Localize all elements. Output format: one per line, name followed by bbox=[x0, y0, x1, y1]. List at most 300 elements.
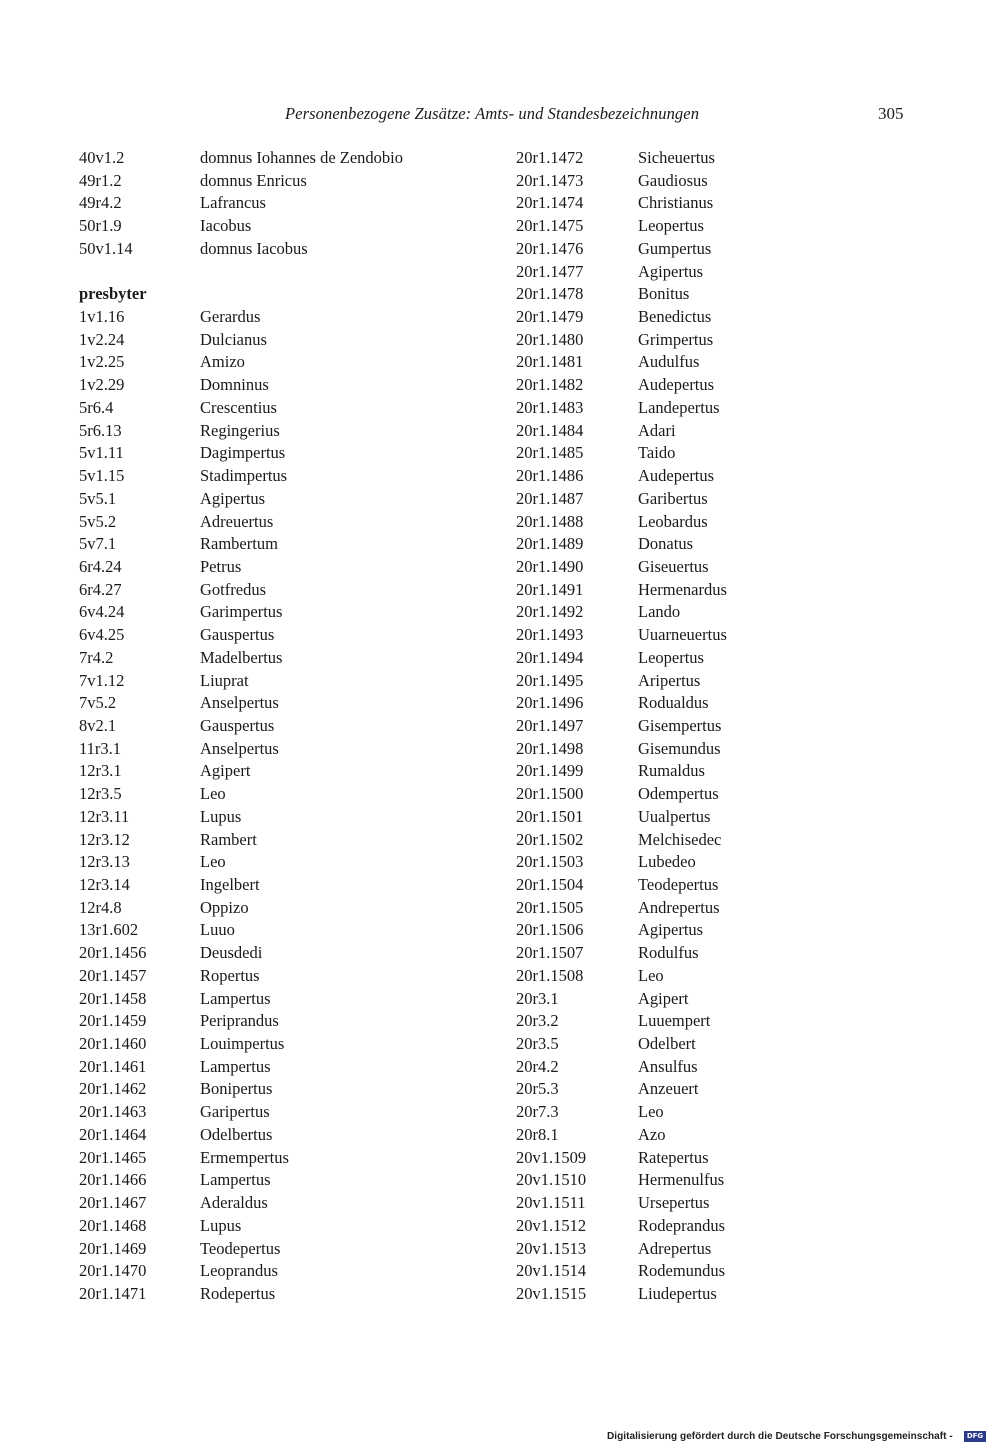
entry-name: Lando bbox=[638, 602, 681, 622]
entry-reference: 20r1.1503 bbox=[516, 852, 584, 872]
entry-name: Agipert bbox=[200, 761, 251, 781]
entry-name: Iacobus bbox=[200, 216, 252, 236]
page-number: 305 bbox=[878, 104, 904, 123]
entry-name: Aderaldus bbox=[200, 1193, 268, 1213]
list-item bbox=[79, 1124, 509, 1147]
entry-reference: 20r1.1456 bbox=[79, 943, 147, 963]
list-item bbox=[516, 897, 936, 920]
entry-name: Luuempert bbox=[638, 1011, 711, 1031]
entry-reference: 20r1.1467 bbox=[79, 1193, 147, 1213]
entry-reference: 20r1.1471 bbox=[79, 1283, 147, 1303]
entry-name: Leoprandus bbox=[200, 1261, 278, 1281]
list-item bbox=[79, 397, 509, 420]
entry-reference: 20r1.1489 bbox=[516, 534, 584, 554]
entry-name: Rambert bbox=[200, 829, 257, 849]
list-item bbox=[79, 579, 509, 602]
entry-name: domnus Iohannes de Zendobio bbox=[200, 148, 404, 167]
entry-reference: 1v1.16 bbox=[79, 307, 125, 327]
entry-reference: 20r1.1482 bbox=[516, 375, 584, 395]
entry-reference: 20r1.1478 bbox=[516, 284, 584, 304]
entry-reference: 50r1.9 bbox=[79, 216, 122, 236]
entry-reference: 12r3.11 bbox=[79, 806, 130, 826]
entry-reference: 20r3.1 bbox=[516, 988, 559, 1008]
list-item bbox=[79, 465, 509, 488]
list-item bbox=[516, 919, 936, 942]
list-item bbox=[516, 1215, 936, 1238]
list-item bbox=[516, 783, 936, 806]
list-item bbox=[79, 533, 509, 556]
list-item bbox=[79, 851, 509, 874]
list-item bbox=[516, 829, 936, 852]
list-item bbox=[516, 147, 936, 170]
entry-name: Andrepertus bbox=[638, 897, 720, 917]
entry-reference: 20r1.1480 bbox=[516, 329, 584, 349]
entry-name: Gisemundus bbox=[638, 738, 721, 758]
entry-reference: 12r3.1 bbox=[79, 761, 122, 781]
entry-reference: 20r1.1502 bbox=[516, 829, 584, 849]
list-item bbox=[516, 715, 936, 738]
entry-reference: 7r4.2 bbox=[79, 647, 114, 667]
entry-reference: 11r3.1 bbox=[79, 738, 122, 758]
entry-reference: 7v5.2 bbox=[79, 693, 117, 713]
entry-reference: 20r1.1499 bbox=[516, 761, 584, 781]
entry-reference: 20r1.1490 bbox=[516, 556, 584, 576]
list-item bbox=[79, 760, 509, 783]
entry-name: Lupus bbox=[200, 806, 242, 826]
entry-reference: 6v4.25 bbox=[79, 625, 125, 645]
entry-name: Liudepertus bbox=[638, 1283, 717, 1303]
running-header-title: Personenbezogene Zusätze: Amts- und Standesbezeichnungen bbox=[285, 104, 700, 123]
entry-name: Crescentius bbox=[200, 397, 277, 417]
list-item bbox=[79, 1215, 509, 1238]
entry-name: Hermenulfus bbox=[638, 1170, 725, 1190]
entry-reference: 20r1.1468 bbox=[79, 1215, 147, 1235]
list-item bbox=[516, 238, 936, 261]
list-item bbox=[79, 306, 509, 329]
list-item bbox=[516, 965, 936, 988]
entry-name: Rodemundus bbox=[638, 1261, 726, 1281]
dfg-logo: DFG bbox=[964, 1431, 986, 1442]
entry-name: Rambertum bbox=[200, 534, 278, 554]
entry-name: Adrepertus bbox=[638, 1238, 712, 1258]
entry-reference: 1v2.25 bbox=[79, 352, 125, 372]
list-item bbox=[516, 1056, 936, 1079]
list-item bbox=[516, 851, 936, 874]
entry-reference: 5r6.13 bbox=[79, 420, 122, 440]
list-item bbox=[79, 488, 509, 511]
entry-name: Leo bbox=[200, 852, 226, 872]
entry-name: Liuprat bbox=[200, 670, 249, 690]
entry-name: Rumaldus bbox=[638, 761, 705, 781]
entry-name: Melchisedec bbox=[638, 829, 722, 849]
entry-reference: 12r4.8 bbox=[79, 897, 122, 917]
entry-reference: 20r8.1 bbox=[516, 1124, 559, 1144]
list-item bbox=[79, 261, 509, 284]
entry-reference: 20r1.1496 bbox=[516, 693, 584, 713]
entry-reference: 5v1.15 bbox=[79, 466, 125, 486]
entry-name: Periprandus bbox=[200, 1011, 279, 1031]
entry-name: Odelbert bbox=[638, 1034, 696, 1054]
list-item bbox=[516, 760, 936, 783]
list-item bbox=[516, 806, 936, 829]
list-item bbox=[79, 329, 509, 352]
entry-reference: 49r1.2 bbox=[79, 170, 122, 190]
entry-name: Lupus bbox=[200, 1215, 242, 1235]
list-item bbox=[516, 283, 936, 306]
entry-reference: 20r3.5 bbox=[516, 1034, 559, 1054]
list-item bbox=[79, 692, 509, 715]
entry-name: Garimpertus bbox=[200, 602, 283, 622]
entry-name: Leo bbox=[638, 965, 664, 985]
entry-reference: 12r3.13 bbox=[79, 852, 130, 872]
list-item bbox=[516, 442, 936, 465]
entry-reference: 20r1.1507 bbox=[516, 943, 584, 963]
entry-name: Uualpertus bbox=[638, 806, 711, 826]
entry-reference: 20r1.1479 bbox=[516, 307, 584, 327]
list-item bbox=[79, 738, 509, 761]
entry-name: Luuo bbox=[200, 920, 235, 940]
list-item bbox=[516, 420, 936, 443]
entry-name: Lampertus bbox=[200, 988, 271, 1008]
entry-reference: 20r1.1476 bbox=[516, 238, 584, 258]
entry-reference: 12r3.12 bbox=[79, 829, 130, 849]
list-item bbox=[516, 1238, 936, 1261]
entry-name: Leo bbox=[200, 784, 226, 804]
entry-reference: 20r1.1473 bbox=[516, 170, 584, 190]
list-item bbox=[79, 1010, 509, 1033]
entry-name: Benedictus bbox=[638, 307, 712, 327]
left-entry-column bbox=[79, 147, 509, 1306]
list-item bbox=[516, 488, 936, 511]
entry-name: Odelbertus bbox=[200, 1124, 273, 1144]
list-item bbox=[516, 215, 936, 238]
section-heading: presbyter bbox=[79, 284, 147, 304]
list-item bbox=[79, 670, 509, 693]
entry-name: Oppizo bbox=[200, 897, 249, 917]
entry-name: Agipert bbox=[638, 988, 689, 1008]
right-entry-column bbox=[516, 147, 936, 1306]
entry-name: Ansulfus bbox=[638, 1056, 698, 1076]
entry-reference: 20r1.1501 bbox=[516, 806, 584, 826]
list-item bbox=[516, 647, 936, 670]
list-item bbox=[79, 556, 509, 579]
entry-name: Gumpertus bbox=[638, 238, 712, 258]
list-item bbox=[516, 1260, 936, 1283]
list-item bbox=[79, 1169, 509, 1192]
entry-name: Donatus bbox=[638, 534, 693, 554]
entry-reference: 20v1.1509 bbox=[516, 1147, 587, 1167]
list-item bbox=[516, 670, 936, 693]
list-item bbox=[516, 874, 936, 897]
entry-name: Audepertus bbox=[638, 466, 715, 486]
list-item bbox=[79, 1238, 509, 1261]
list-item bbox=[79, 374, 509, 397]
entry-reference: 20r1.1484 bbox=[516, 420, 584, 440]
entry-reference: 20r1.1508 bbox=[516, 965, 584, 985]
list-item bbox=[79, 192, 509, 215]
entry-name: domnus Iacobus bbox=[200, 238, 308, 258]
entry-name: Dulcianus bbox=[200, 329, 267, 349]
entry-name: Gauspertus bbox=[200, 625, 275, 645]
entry-name: Lafrancus bbox=[200, 193, 266, 213]
list-item bbox=[516, 261, 936, 284]
list-item bbox=[79, 215, 509, 238]
list-item bbox=[516, 1033, 936, 1056]
list-item bbox=[516, 329, 936, 352]
entry-name: Gisempertus bbox=[638, 715, 722, 735]
list-item bbox=[79, 624, 509, 647]
entry-reference: 49r4.2 bbox=[79, 193, 122, 213]
list-item bbox=[79, 601, 509, 624]
list-item bbox=[79, 1147, 509, 1170]
entry-reference: 20r1.1500 bbox=[516, 784, 584, 804]
entry-name: Regingerius bbox=[200, 420, 280, 440]
entry-reference: 20v1.1515 bbox=[516, 1283, 587, 1303]
entry-name: Teodepertus bbox=[638, 875, 719, 894]
entry-reference: 20r1.1487 bbox=[516, 488, 584, 508]
list-item bbox=[516, 692, 936, 715]
entry-name: Anzeuert bbox=[638, 1079, 699, 1099]
entry-reference: 20r1.1458 bbox=[79, 988, 147, 1008]
entry-reference: 20r1.1493 bbox=[516, 625, 584, 645]
list-item bbox=[79, 1056, 509, 1079]
entry-reference: 20r1.1498 bbox=[516, 738, 584, 758]
entry-reference: 20r1.1491 bbox=[516, 579, 584, 599]
entry-name: Agipertus bbox=[638, 920, 704, 940]
entry-name: Gotfredus bbox=[200, 579, 266, 599]
entry-name: Azo bbox=[638, 1124, 666, 1144]
list-item bbox=[516, 465, 936, 488]
entry-name: Madelbertus bbox=[200, 647, 283, 667]
list-item bbox=[79, 442, 509, 465]
entry-reference: 20r1.1497 bbox=[516, 715, 584, 735]
entry-name: Garibertus bbox=[638, 488, 708, 508]
list-item bbox=[516, 738, 936, 761]
entry-name: Gaudiosus bbox=[638, 170, 708, 190]
list-item bbox=[79, 715, 509, 738]
entry-name: Gerardus bbox=[200, 307, 261, 327]
entry-name: Ursepertus bbox=[638, 1193, 710, 1213]
list-item bbox=[516, 579, 936, 602]
entry-reference: 20r1.1505 bbox=[516, 897, 584, 917]
entry-reference: 50v1.14 bbox=[79, 238, 133, 258]
entry-reference: 20r1.1475 bbox=[516, 216, 584, 236]
entry-reference: 20r1.1485 bbox=[516, 443, 584, 463]
entry-name: Gauspertus bbox=[200, 715, 275, 735]
entry-reference: 12r3.14 bbox=[79, 875, 130, 894]
entry-reference: 20r3.2 bbox=[516, 1011, 559, 1031]
entry-name: Agipertus bbox=[638, 261, 704, 281]
section-heading-row bbox=[79, 283, 509, 306]
entry-reference: 5v7.1 bbox=[79, 534, 117, 554]
entry-name: Rodeprandus bbox=[638, 1215, 726, 1235]
entry-name: Adreuertus bbox=[200, 511, 274, 531]
entry-reference: 20r1.1472 bbox=[516, 148, 584, 167]
entry-reference: 20r1.1488 bbox=[516, 511, 584, 531]
entry-reference: 20r1.1506 bbox=[516, 920, 584, 940]
footer-funding-note: Digitalisierung gefördert durch die Deutsche Forschungsgemeinschaft - bbox=[607, 1431, 953, 1442]
entry-name: Sicheuertus bbox=[638, 148, 715, 167]
list-item bbox=[516, 374, 936, 397]
entry-reference: 20r5.3 bbox=[516, 1079, 559, 1099]
entry-reference: 8v2.1 bbox=[79, 715, 117, 735]
entry-name: Audepertus bbox=[638, 375, 715, 395]
entry-reference: 5r6.4 bbox=[79, 397, 114, 417]
entry-reference: 20r1.1464 bbox=[79, 1124, 147, 1144]
entry-reference: 20r1.1457 bbox=[79, 965, 147, 985]
entry-name: Deusdedi bbox=[200, 943, 263, 963]
entry-reference: 20r1.1466 bbox=[79, 1170, 147, 1190]
entry-name: Anselpertus bbox=[200, 693, 279, 713]
entry-name: Taido bbox=[638, 443, 676, 463]
entry-name: Odempertus bbox=[638, 784, 719, 804]
entry-reference: 20r1.1486 bbox=[516, 466, 584, 486]
entry-name: Ermempertus bbox=[200, 1147, 289, 1167]
list-item bbox=[516, 192, 936, 215]
list-item bbox=[79, 420, 509, 443]
entry-name: Dagimpertus bbox=[200, 443, 286, 463]
list-item bbox=[79, 1260, 509, 1283]
entry-name: Rodulfus bbox=[638, 943, 699, 963]
list-item bbox=[79, 1101, 509, 1124]
list-item bbox=[79, 965, 509, 988]
entry-reference: 5v5.1 bbox=[79, 488, 117, 508]
entry-name: Garipertus bbox=[200, 1102, 270, 1122]
entry-name: Adari bbox=[638, 420, 676, 440]
entry-reference: 6r4.24 bbox=[79, 556, 122, 576]
entry-name: Rodepertus bbox=[200, 1283, 276, 1303]
entry-name: Lubedeo bbox=[638, 852, 696, 872]
list-item bbox=[516, 1283, 936, 1306]
entry-reference: 6v4.24 bbox=[79, 602, 125, 622]
entry-reference: 1v2.24 bbox=[79, 329, 125, 349]
list-item bbox=[79, 351, 509, 374]
list-item bbox=[79, 147, 509, 170]
list-item bbox=[79, 511, 509, 534]
list-item bbox=[79, 1078, 509, 1101]
entry-name: Rodualdus bbox=[638, 693, 709, 713]
entry-name: domnus Enricus bbox=[200, 170, 307, 190]
entry-reference: 20r1.1483 bbox=[516, 397, 584, 417]
list-item bbox=[516, 170, 936, 193]
entry-reference: 20r1.1461 bbox=[79, 1056, 147, 1076]
entry-name: Teodepertus bbox=[200, 1238, 281, 1258]
list-item bbox=[79, 988, 509, 1011]
entry-name: Grimpertus bbox=[638, 329, 714, 349]
entry-reference: 5v1.11 bbox=[79, 443, 124, 463]
list-item bbox=[79, 942, 509, 965]
list-item bbox=[79, 647, 509, 670]
entry-name: Stadimpertus bbox=[200, 466, 288, 486]
list-item bbox=[79, 1192, 509, 1215]
list-item bbox=[516, 1101, 936, 1124]
entry-reference: 40v1.2 bbox=[79, 148, 125, 167]
entry-name: Leobardus bbox=[638, 511, 708, 531]
entry-name: Amizo bbox=[200, 352, 245, 372]
entry-name: Agipertus bbox=[200, 488, 266, 508]
list-item bbox=[516, 306, 936, 329]
list-item bbox=[516, 942, 936, 965]
entry-name: Audulfus bbox=[638, 352, 700, 372]
list-item bbox=[79, 238, 509, 261]
list-item bbox=[516, 511, 936, 534]
list-item bbox=[516, 1078, 936, 1101]
entry-name: Bonipertus bbox=[200, 1079, 273, 1099]
entry-reference: 20r1.1494 bbox=[516, 647, 584, 667]
entry-reference: 20r1.1470 bbox=[79, 1261, 147, 1281]
entry-reference: 20r1.1504 bbox=[516, 875, 584, 894]
entry-reference: 20r7.3 bbox=[516, 1102, 559, 1122]
list-item bbox=[79, 806, 509, 829]
entry-name: Ropertus bbox=[200, 965, 260, 985]
entry-name: Christianus bbox=[638, 193, 714, 213]
list-item bbox=[516, 1192, 936, 1215]
list-item bbox=[516, 988, 936, 1011]
entry-reference: 20v1.1510 bbox=[516, 1170, 587, 1190]
entry-reference: 20r1.1492 bbox=[516, 602, 584, 622]
entry-name: Bonitus bbox=[638, 284, 690, 304]
entry-reference: 20r1.1462 bbox=[79, 1079, 147, 1099]
list-item bbox=[516, 556, 936, 579]
list-item bbox=[79, 897, 509, 920]
list-item bbox=[79, 1033, 509, 1056]
entry-name: Domninus bbox=[200, 375, 269, 395]
entry-reference: 13r1.602 bbox=[79, 920, 139, 940]
entry-name: Leo bbox=[638, 1102, 664, 1122]
list-item bbox=[79, 919, 509, 942]
entry-name: Lampertus bbox=[200, 1170, 271, 1190]
list-item bbox=[79, 1283, 509, 1306]
list-item bbox=[516, 1169, 936, 1192]
entry-name: Lampertus bbox=[200, 1056, 271, 1076]
list-item bbox=[516, 1147, 936, 1170]
entry-name: Petrus bbox=[200, 556, 242, 576]
entry-reference: 20r1.1460 bbox=[79, 1034, 147, 1054]
entry-reference: 20r1.1481 bbox=[516, 352, 584, 372]
list-item bbox=[79, 170, 509, 193]
entry-reference: 20r4.2 bbox=[516, 1056, 559, 1076]
entry-name: Aripertus bbox=[638, 670, 701, 690]
entry-name: Ingelbert bbox=[200, 875, 260, 894]
entry-reference: 20v1.1511 bbox=[516, 1193, 586, 1213]
entry-name: Hermenardus bbox=[638, 579, 727, 599]
entry-reference: 12r3.5 bbox=[79, 784, 122, 804]
entry-reference: 20r1.1495 bbox=[516, 670, 584, 690]
entry-name: Landepertus bbox=[638, 397, 720, 417]
entry-reference: 20r1.1459 bbox=[79, 1011, 147, 1031]
entry-name: Ratepertus bbox=[638, 1147, 709, 1167]
entry-name: Uuarneuertus bbox=[638, 625, 727, 645]
list-item bbox=[516, 397, 936, 420]
entry-name: Giseuertus bbox=[638, 556, 709, 576]
entry-name: Anselpertus bbox=[200, 738, 279, 758]
list-item bbox=[79, 829, 509, 852]
entry-reference: 5v5.2 bbox=[79, 511, 117, 531]
entry-reference: 20r1.1463 bbox=[79, 1102, 147, 1122]
list-item bbox=[516, 624, 936, 647]
list-item bbox=[516, 533, 936, 556]
entry-name: Louimpertus bbox=[200, 1034, 285, 1054]
entry-reference: 1v2.29 bbox=[79, 375, 125, 395]
list-item bbox=[79, 783, 509, 806]
list-item bbox=[516, 1010, 936, 1033]
entry-reference: 20r1.1469 bbox=[79, 1238, 147, 1258]
entry-reference: 20r1.1474 bbox=[516, 193, 584, 213]
list-item bbox=[79, 874, 509, 897]
entry-reference: 20v1.1514 bbox=[516, 1261, 587, 1281]
entry-reference: 6r4.27 bbox=[79, 579, 122, 599]
entry-reference: 20r1.1477 bbox=[516, 261, 584, 281]
